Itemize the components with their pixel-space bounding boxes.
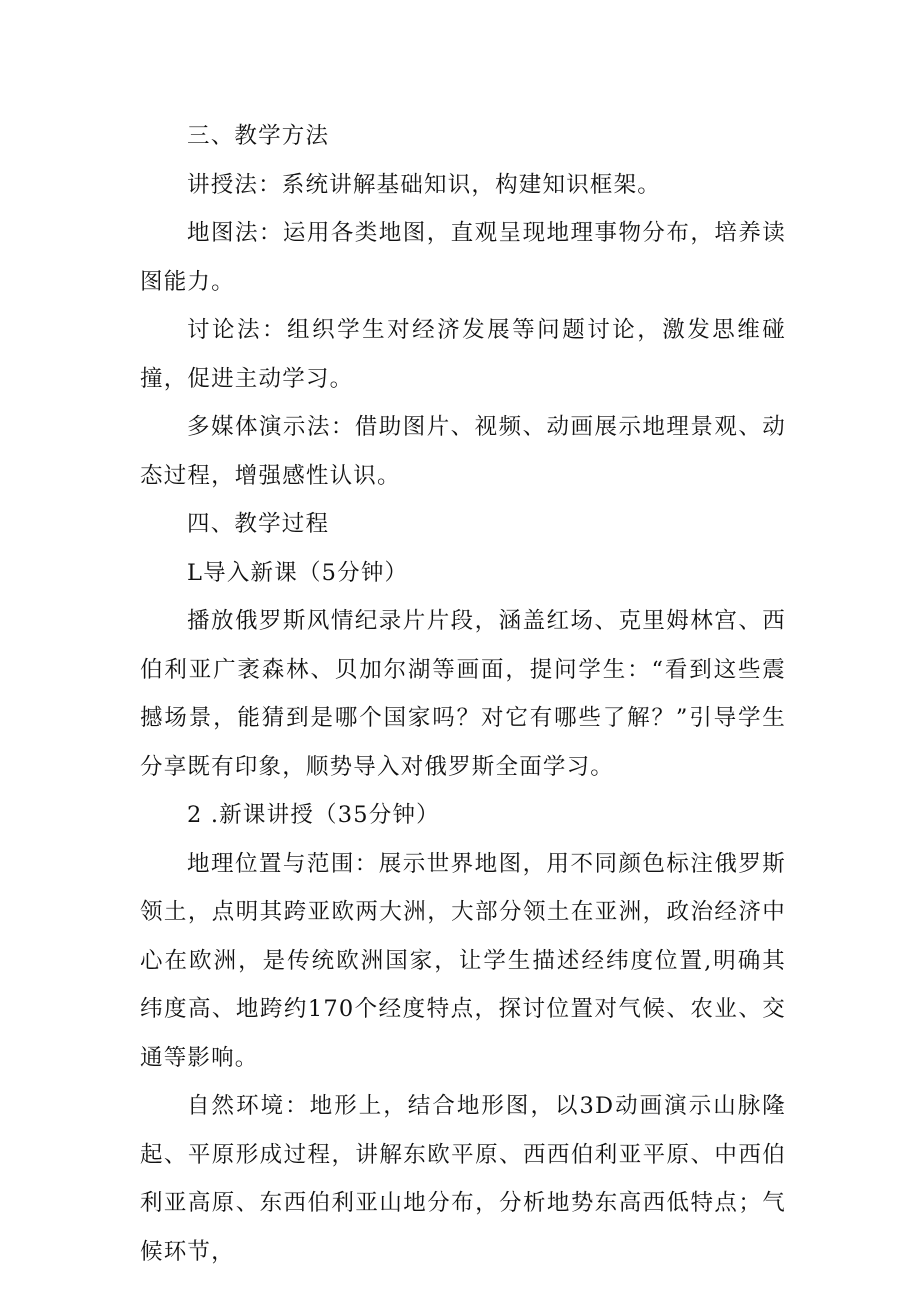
paragraph-introduction: 播放俄罗斯风情纪录片片段，涵盖红场、克里姆林宫、西伯利亚广袤森林、贝加尔湖等画面，提问学生：“看到这些震撼场景，能猜到是哪个国家吗？对它有哪些了解？”引导学生分享既有印象，顺势导入对俄罗斯全面学习。: [140, 608, 786, 780]
paragraph-discussion-method: 讨论法：组织学生对经济发展等问题讨论，激发思维碰撞，促进主动学习。: [140, 317, 786, 392]
paragraph-map-method: 地图法：运用各类地图，直观呈现地理事物分布，培养读图能力。: [140, 220, 786, 295]
step-heading-introduction: L导入新课（5分钟）: [187, 559, 409, 586]
paragraph-location: 地理位置与范围：展示世界地图，用不同颜色标注俄罗斯领土，点明其跨亚欧两大洲，大部分领土在亚洲，政治经济中心在欧洲，是传统欧洲国家，让学生描述经纬度位置,明确其纬度高、地跨约170个经度特点，探讨位置对气候、农业、交通等影响。: [140, 850, 786, 1071]
section-heading-teaching-methods: 三、教学方法: [187, 123, 330, 149]
document-body: [140, 112, 786, 1276]
step-heading-new-lesson: 2 .新课讲授（35分钟）: [187, 802, 440, 828]
paragraph-lecture-method: 讲授法：系统讲解基础知识，构建知识框架。: [187, 171, 662, 198]
section-heading-teaching-process: 四、教学过程: [187, 511, 330, 537]
paragraph-multimedia-method: 多媒体演示法：借助图片、视频、动画展示地理景观、动态过程，增强感性认识。: [140, 414, 786, 489]
paragraph-natural-environment: 自然环境：地形上，结合地形图，以3D动画演示山脉隆起、平原形成过程，讲解东欧平原、西西伯利亚平原、中西伯利亚高原、东西伯利亚山地分布，分析地势东高西低特点；气候环节，: [140, 1093, 786, 1265]
